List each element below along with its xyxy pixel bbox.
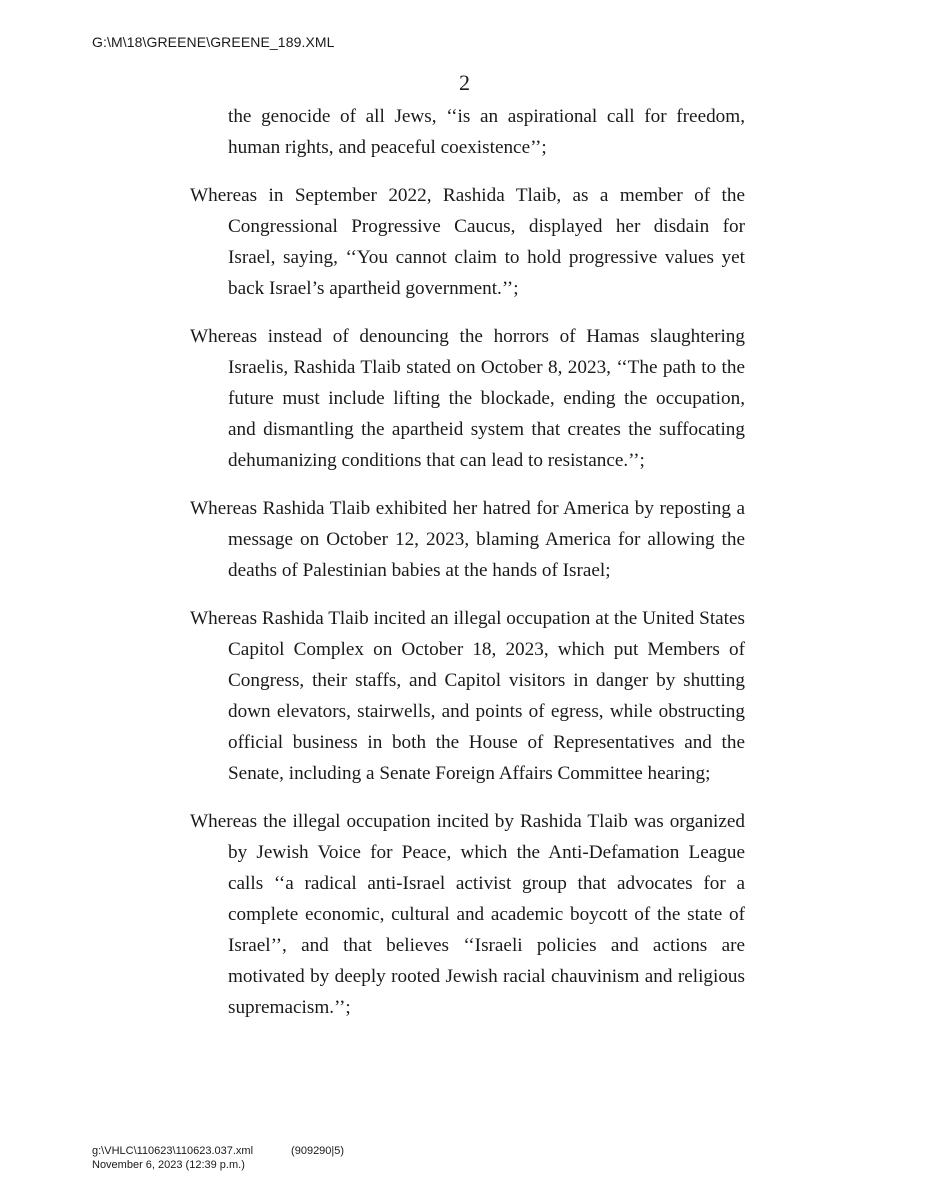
- whereas-clause: Whereas the illegal occupation incited by Rashida Tlaib was organized by Jewish Voice for Peace, which the Anti-Defamation League calls ‘‘a radical anti-Israel activist group that advocates for a complete economic, cultural and academic boycott of the state of Israel’’, and that believes ‘‘Israeli policies and actions are motivated by deeply rooted Jewish racial chauvinism and religious supremacism.’’;: [190, 811, 745, 1018]
- file-path: G:\M\18\GREENE\GREENE_189.XML: [92, 34, 335, 50]
- whereas-clause: Whereas Rashida Tlaib incited an illegal occupation at the United States Capitol Complex on October 18, 2023, which put Members of Congress, their staffs, and Capitol visitors in danger by shutting down elevators, stairwells, and points of egress, while obstructing official business in both the House of Representatives and the Senate, including a Senate Foreign Affairs Committee hearing;: [190, 608, 745, 784]
- continuation-paragraph: the genocide of all Jews, ‘‘is an aspirational call for freedom, human rights, and peaceful coexistence’’;: [228, 106, 745, 158]
- whereas-clause: Whereas Rashida Tlaib exhibited her hatred for America by reposting a message on October 12, 2023, blaming America for allowing the deaths of Palestinian babies at the hands of Israel;: [190, 498, 745, 581]
- page-footer: [92, 1144, 344, 1172]
- footer-line-1: [92, 1144, 344, 1158]
- footer-job-number: (909290|5): [291, 1145, 345, 1157]
- footer-timestamp: November 6, 2023 (12:39 p.m.): [92, 1159, 245, 1171]
- page-number: 2: [459, 70, 470, 95]
- whereas-clause: Whereas in September 2022, Rashida Tlaib, as a member of the Congressional Progressive Caucus, displayed her disdain for Israel, saying, ‘‘You cannot claim to hold progressive values yet back Israel’s apartheid government.’’;: [190, 185, 745, 299]
- whereas-clause: Whereas instead of denouncing the horrors of Hamas slaughtering Israelis, Rashida Tlaib stated on October 8, 2023, ‘‘The path to the future must include lifting the blockade, ending the occupation, and dismantling the apartheid system that creates the suffocating dehumanizing conditions that can lead to resistance.’’;: [190, 326, 745, 471]
- footer-doc-path: g:\VHLC\110623\110623.037.xml: [92, 1145, 254, 1157]
- resolution-body: [190, 101, 745, 1040]
